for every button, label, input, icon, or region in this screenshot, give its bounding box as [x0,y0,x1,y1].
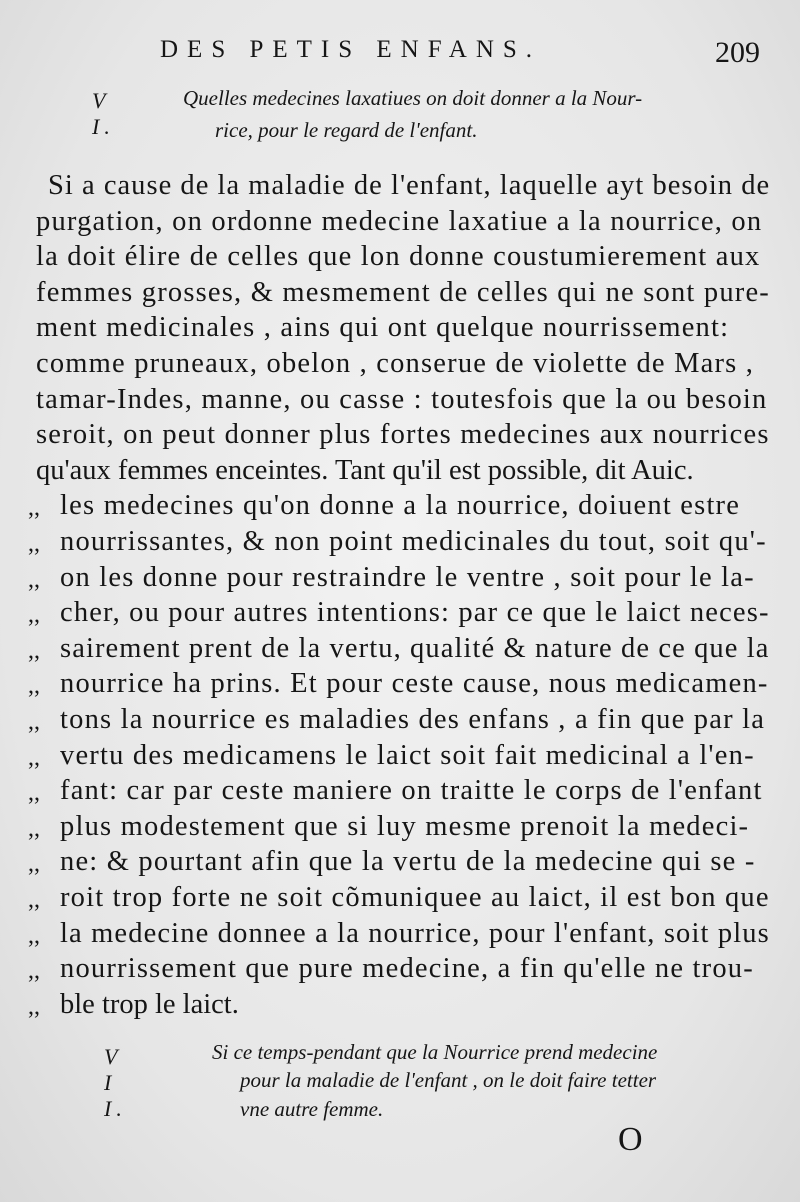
section-heading-line: Quelles medecines laxatiues on doit donner a la Nour- [183,86,643,110]
line-text: Si a cause de la maladie de l'enfant, laquelle ayt besoin de [48,170,771,201]
line-text: nourrissantes, & non point medicinales du tout, soit qu'- [60,526,767,557]
quotation-mark: ,, [28,780,40,807]
line-text: tamar-Indes, manne, ou casse : toutesfois que la ou besoin [36,383,768,415]
section-heading-line: vne autre femme. [240,1097,384,1121]
line-text: roit trop forte ne soit cõmuniquee au laict, il est bon que [60,882,770,913]
line-text: vertu des medicamens le laict soit fait medicinal a l'en- [60,739,755,771]
quotation-mark: ,, [28,709,40,735]
running-head: DES PETIS ENFANS. [160,36,542,63]
line-text: plus modestement que si luy mesme prenoit la medeci- [60,810,750,842]
quotation-mark: ,, [28,851,40,878]
line-text: cher, ou pour autres intentions: par ce que le laict neces- [60,597,770,629]
line-text: ment medicinales , ains qui ont quelque nourrissement: [36,312,730,344]
line-text: femmes grosses, & mesmement de celles qui ne sont pure- [36,276,770,308]
quotation-mark: ,, [28,602,40,629]
line-text: tons la nourrice es maladies des enfans , a fin que par la [60,704,766,735]
quotation-mark: ,, [28,673,40,700]
quotation-mark: ,, [28,531,40,557]
line-text: seroit, on peut donner plus fortes medecines aux nourrices [36,419,770,451]
section-number-vii: V I I. [104,1044,127,1121]
line-text: la medecine donnee a la nourrice, pour l'enfant, soit plus [60,917,770,949]
quotation-mark: ,, [28,566,40,593]
quotation-mark: ,, [28,887,40,913]
section-heading-line: pour la maladie de l'enfant , on le doit faire tetter [240,1068,657,1092]
section-heading-line: rice, pour le regard de l'enfant. [215,118,478,142]
quotation-mark: ,, [28,958,40,985]
line-text: nourrice ha prins. Et pour ceste cause, nous medicamen- [60,668,769,700]
line-text: la doit élire de celles que lon donne coustumierement aux [36,241,761,273]
quotation-mark: ,, [28,744,40,771]
line-text: comme pruneaux, obelon , conserue de violette de Mars , [36,348,755,379]
line-text: purgation, on ordonne medecine laxatiue a la nourrice, on [36,205,763,237]
section-heading-line: Si ce temps-pendant que la Nourrice prend medecine [212,1040,658,1064]
line-text: les medecines qu'on donne a la nourrice, doiuent estre [60,490,741,522]
quotation-mark: ,, [28,993,40,1020]
line-text: sairement prent de la vertu, qualité & nature de ce que la [60,632,770,664]
quotation-mark: ,, [28,815,40,842]
line-text: ble trop le laict. [60,988,239,1020]
quotation-mark: ,, [28,495,40,522]
line-text: on les donne pour restraindre le ventre , soit pour le la- [60,561,755,593]
page-header [160,36,760,76]
page-number: 209 [715,36,760,69]
line-text: nourrissement que pure medecine, a fin qu'elle ne trou- [60,953,754,985]
line-text: qu'aux femmes enceintes. Tant qu'il est possible, dit Auic. [36,454,694,486]
quotation-mark: ,, [28,637,40,664]
signature-mark: O [618,1121,643,1158]
quotation-mark: ,, [28,922,40,949]
line-text: ne: & pourtant afin que la vertu de la medecine qui se - [60,846,756,878]
line-text: fant: car par ceste maniere on traitte le corps de l'enfant [60,775,763,807]
section-number-vi: V I. [92,88,115,139]
